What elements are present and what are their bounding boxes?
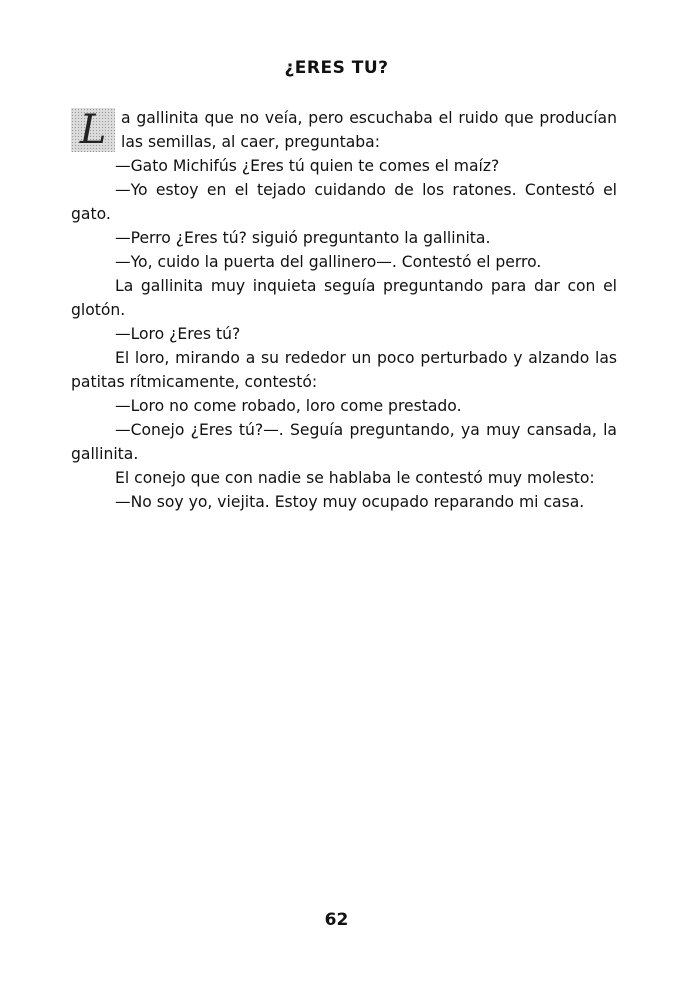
paragraph-11: El conejo que con nadie se hablaba le contestó muy molesto: (115, 469, 595, 487)
paragraph-3: —Yo estoy en el tejado cuidando de los ratones. Contestó el gato. (71, 181, 617, 223)
paragraph-1 (71, 106, 617, 154)
paragraph-6: La gallinita muy inquieta seguía preguntando para dar con el glotón. (71, 277, 617, 319)
paragraph-4: —Perro ¿Eres tú? siguió preguntanto la gallinita. (115, 229, 491, 247)
drop-cap (71, 108, 115, 152)
paragraph-2: —Gato Michifús ¿Eres tú quien te comes el maíz? (115, 157, 500, 175)
paragraph-1-text: a gallinita que no veía, pero escuchaba el ruido que producían las semillas, al caer, preguntaba: (121, 109, 617, 151)
paragraph-12: —No soy yo, viejita. Estoy muy ocupado reparando mi casa. (115, 493, 585, 511)
paragraph-8: El loro, mirando a su rededor un poco perturbado y alzando las patitas rítmicamente, contestó: (71, 349, 617, 391)
paragraph-7: —Loro ¿Eres tú? (115, 325, 241, 343)
drop-cap-letter: L (79, 107, 107, 153)
paragraph-10: —Conejo ¿Eres tú?—. Seguía preguntando, ya muy cansada, la gallinita. (71, 421, 617, 463)
story-body (71, 106, 617, 514)
page-number: 62 (324, 910, 349, 930)
paragraph-9: —Loro no come robado, loro come prestado. (115, 397, 462, 415)
page-title: ¿ERES TU? (284, 58, 389, 78)
paragraph-5: —Yo, cuido la puerta del gallinero—. Contestó el perro. (115, 253, 542, 271)
